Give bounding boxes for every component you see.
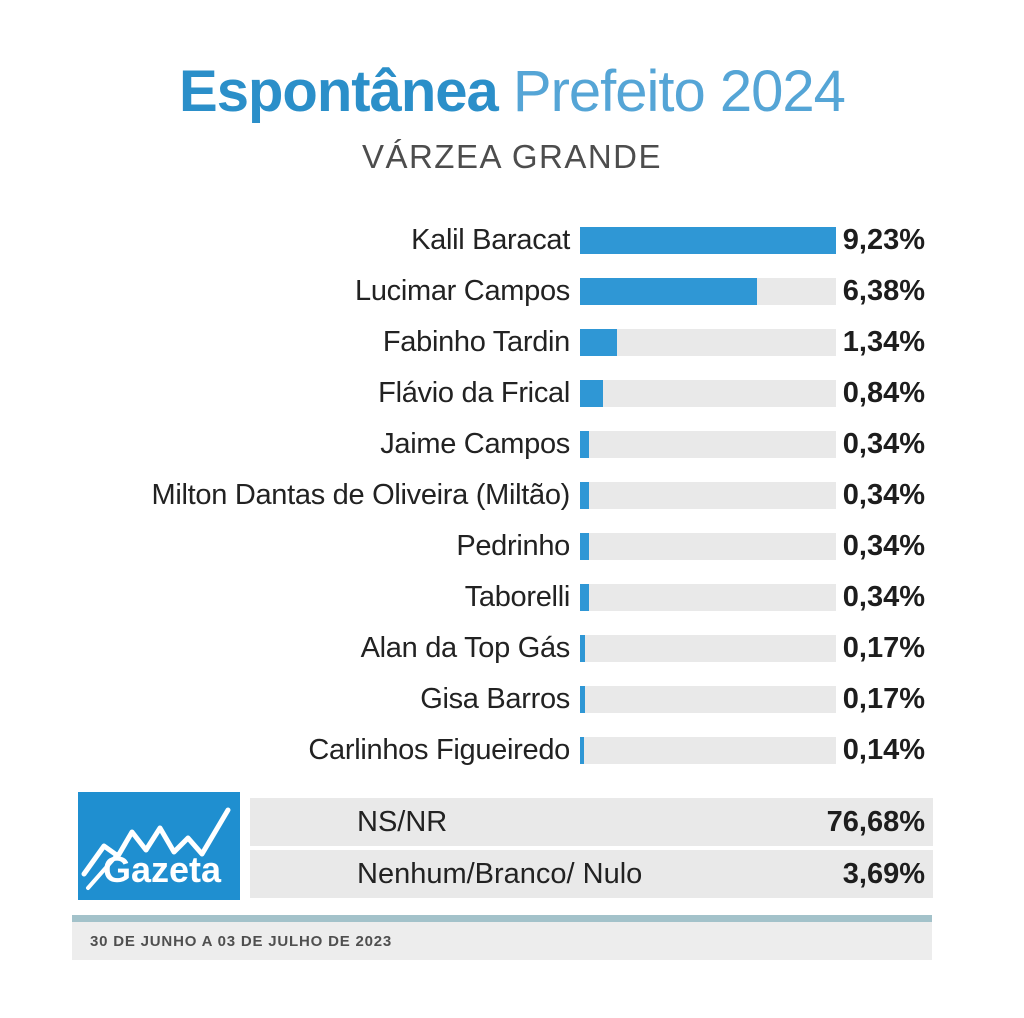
bar-track: [580, 737, 836, 764]
summary-label: Nenhum/Branco/ Nulo: [357, 857, 643, 890]
bar-fill: [580, 482, 589, 509]
summary-label: NS/NR: [357, 805, 448, 838]
bar-fill: [580, 635, 585, 662]
bar-row: [75, 266, 925, 317]
bar-track: [580, 584, 836, 611]
title-rest: Prefeito 2024: [497, 59, 845, 124]
bar-track: [580, 482, 836, 509]
candidate-label: Kalil Baracat: [411, 224, 570, 256]
bar-track: [580, 431, 836, 458]
bar-row: [75, 572, 925, 623]
bar-row: [75, 470, 925, 521]
bar-fill: [580, 329, 617, 356]
value-label: 0,34%: [842, 581, 925, 613]
logo-text: Gazeta: [102, 849, 222, 890]
bar-track: [580, 686, 836, 713]
summary-value: 3,69%: [842, 857, 925, 890]
bar-row: [75, 368, 925, 419]
bar-fill: [580, 227, 836, 254]
candidate-label: Gisa Barros: [420, 683, 570, 715]
bar-row: [75, 317, 925, 368]
candidate-label: Pedrinho: [456, 530, 570, 562]
value-label: 0,84%: [842, 377, 925, 409]
bar-track: [580, 329, 836, 356]
candidate-label: Fabinho Tardin: [382, 326, 570, 358]
value-label: 0,34%: [842, 530, 925, 562]
value-label: 1,34%: [842, 326, 925, 358]
value-label: 0,17%: [842, 632, 925, 664]
bar-fill: [580, 533, 589, 560]
candidate-label: Jaime Campos: [380, 428, 570, 460]
bar-track: [580, 380, 836, 407]
bar-fill: [580, 278, 757, 305]
value-label: 6,38%: [842, 275, 925, 307]
bar-fill: [580, 686, 585, 713]
bar-row: [75, 419, 925, 470]
value-label: 0,34%: [842, 428, 925, 460]
bar-fill: [580, 380, 603, 407]
summary-value: 76,68%: [826, 805, 925, 838]
candidate-label: Milton Dantas de Oliveira (Miltão): [151, 479, 570, 511]
bar-fill: [580, 584, 589, 611]
value-label: 9,23%: [842, 224, 925, 256]
bar-track: [580, 227, 836, 254]
gazeta-logo: [78, 792, 240, 900]
summary-rows: [250, 798, 933, 902]
bar-track: [580, 533, 836, 560]
bar-fill: [580, 431, 589, 458]
bar-row: [75, 521, 925, 572]
candidate-label: Taborelli: [464, 581, 570, 613]
candidate-label: Lucimar Campos: [355, 275, 570, 307]
survey-date-range: 30 DE JUNHO A 03 DE JULHO DE 2023: [90, 932, 393, 950]
bar-chart: [75, 215, 925, 776]
value-label: 0,34%: [842, 479, 925, 511]
candidate-label: Alan da Top Gás: [360, 632, 570, 664]
page-title: [0, 60, 1024, 124]
footer-accent-line: [72, 915, 932, 922]
bar-row: [75, 674, 925, 725]
page-subtitle: VÁRZEA GRANDE: [361, 138, 663, 175]
footer: [72, 915, 932, 960]
summary-row-nsnr: [250, 798, 933, 846]
value-label: 0,14%: [842, 734, 925, 766]
bar-track: [580, 278, 836, 305]
bar-row: [75, 215, 925, 266]
bar-track: [580, 635, 836, 662]
title-highlight: Espontânea: [179, 59, 498, 124]
candidate-label: Flávio da Frical: [378, 377, 570, 409]
summary-row-nenhum: [250, 850, 933, 898]
footer-band: [72, 922, 932, 960]
candidate-label: Carlinhos Figueiredo: [308, 734, 570, 766]
bar-row: [75, 623, 925, 674]
line-chart-icon: [78, 792, 240, 900]
value-label: 0,17%: [842, 683, 925, 715]
bar-fill: [580, 737, 584, 764]
bar-row: [75, 725, 925, 776]
